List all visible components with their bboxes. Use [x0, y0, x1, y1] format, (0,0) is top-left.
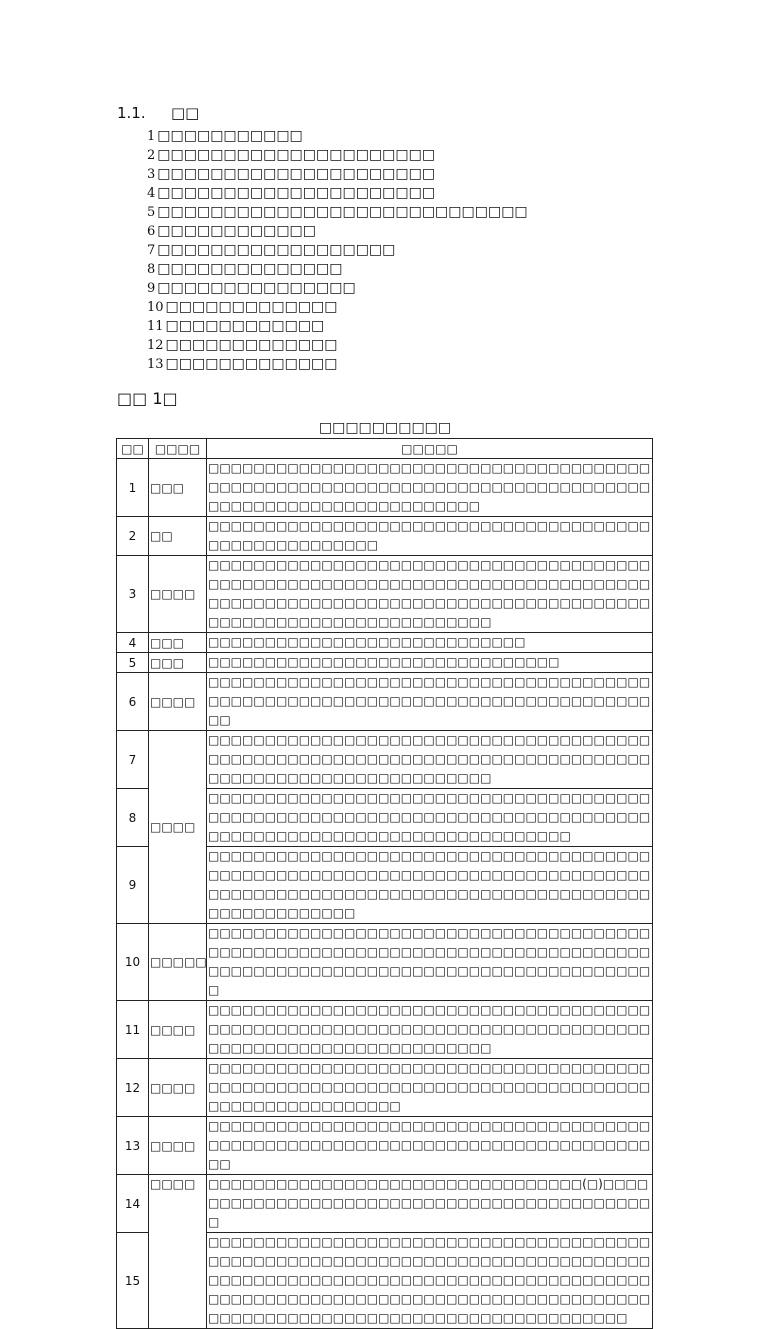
list-item-number: 6	[147, 224, 156, 239]
row-category: □□□	[149, 653, 207, 673]
row-content: □□□□□□□□□□□□□□□□□□□□□□□□□□□□□□□□□□□□□□□□□□□□□□□□□□□□□□□□□□□□□□□□□□□□□□□□□□□□□□□□□□□□□□□□□□□□□□□□□□□□□□□	[207, 1001, 653, 1059]
list-item-number: 1	[147, 129, 156, 144]
row-category: □□□□	[149, 1117, 207, 1175]
table-row	[117, 924, 653, 1001]
list-item-text: □□□□□□□□□□□□	[165, 318, 325, 334]
list-item	[147, 165, 528, 184]
table-row	[117, 517, 653, 556]
row-category: □□□	[149, 459, 207, 517]
table-row	[117, 673, 653, 731]
row-number: 3	[117, 556, 149, 633]
row-category: □□□□	[149, 731, 207, 924]
list-item-number: 3	[147, 167, 156, 182]
row-content: □□□□□□□□□□□□□□□□□□□□□□□□□□□□□□□□□□□□□□□□□□□□□□□□□□□□□□□□□□□□□□□□□□□□□□□□□□□□□□□□□□□□□□□□□□□□□□□□□□□□□□□□□□□□□□□□□□□□□□□□□□□□□□□□□□□□□□□□□□□□□□□□□□□□□□□□□□□□□□□□□□□□□□□□□□□□□□□□□□□□□□□□□□□□□□□□□	[207, 1233, 653, 1329]
row-number: 13	[117, 1117, 149, 1175]
section-heading	[117, 104, 199, 122]
row-number: 10	[117, 924, 149, 1001]
list-item	[147, 298, 528, 317]
row-number: 12	[117, 1059, 149, 1117]
list-item-number: 2	[147, 148, 156, 163]
row-number: 4	[117, 633, 149, 653]
table-header-row	[117, 439, 653, 459]
list-item-number: 8	[147, 262, 156, 277]
list-item-text: □□□□□□□□□□□□□□□	[157, 280, 356, 296]
list-item-number: 12	[147, 338, 164, 353]
list-item-text: □□□□□□□□□□□□	[157, 223, 317, 239]
row-number: 5	[117, 653, 149, 673]
column-header-number: □□	[117, 439, 149, 459]
row-number: 11	[117, 1001, 149, 1059]
row-content: □□□□□□□□□□□□□□□□□□□□□□□□□□□□□□□□□□□□□□□□□□□□□□□□□□□□□□□□□□□□□□□□□□□□□□□□□□□□□□□□□□□□□□□□□□□□□□□□□□□□□□□	[207, 731, 653, 789]
list-item	[147, 127, 528, 146]
list-item	[147, 222, 528, 241]
list-item-text: □□□□□□□□□□□□□□□□□□□□□	[157, 166, 436, 182]
list-item-number: 10	[147, 300, 164, 315]
row-content: □□□□□□□□□□□□□□□□□□□□□□□□□□□□□□□□□□□□□□□□□□□□□□□□□□□□□□□□□□□□□□□□□□□□□□□□□□□□□□□□□□□□□□□□□□□□□□□□□□□□□□	[207, 459, 653, 517]
row-content: □□□□□□□□□□□□□□□□□□□□□□□□□□□□□□□□□□□□□□□□□□□□□□□□□□□□□□□□□□□□□□□□□□□□□□□□□□□□□□□□□□□□□□□□□□□□□□□	[207, 1059, 653, 1117]
table-row	[117, 459, 653, 517]
data-table	[116, 438, 653, 1329]
row-number: 14	[117, 1175, 149, 1233]
table-row	[117, 1059, 653, 1117]
list-item-text: □□□□□□□□□□□□□□□□□□□□□	[157, 147, 436, 163]
row-content: □□□□□□□□□□□□□□□□□□□□□□□□□□□□	[207, 633, 653, 653]
row-number: 15	[117, 1233, 149, 1329]
list-item-text: □□□□□□□□□□□□□	[165, 337, 338, 353]
list-item	[147, 336, 528, 355]
row-category: □□□□	[149, 1175, 207, 1329]
list-item-number: 4	[147, 186, 156, 201]
list-item-text: □□□□□□□□□□□□□	[165, 356, 338, 372]
table-row	[117, 1175, 653, 1233]
row-category: □□□□	[149, 673, 207, 731]
row-number: 7	[117, 731, 149, 789]
list-item	[147, 355, 528, 374]
list-item	[147, 279, 528, 298]
table-row	[117, 731, 653, 789]
list-item	[147, 203, 528, 222]
list-item	[147, 317, 528, 336]
list-item-text: □□□□□□□□□□□□□□□□□□	[157, 242, 396, 258]
row-number: 6	[117, 673, 149, 731]
row-category: □□□	[149, 633, 207, 653]
table-title: □□□□□□□□□□	[318, 420, 452, 436]
row-number: 2	[117, 517, 149, 556]
row-category: □□□□	[149, 1001, 207, 1059]
table-row	[117, 1001, 653, 1059]
numbered-list	[147, 127, 528, 374]
list-item	[147, 241, 528, 260]
row-content: □□□□□□□□□□□□□□□□□□□□□□□□□□□□□□□□□□□□□□□□□□□□□□□□□□□□□□□□□□□□□□□□□□□□□□□□□□□□□□□□	[207, 673, 653, 731]
list-item	[147, 260, 528, 279]
list-item-number: 7	[147, 243, 156, 258]
row-category: □□□□	[149, 1059, 207, 1117]
row-category: □□□□	[149, 556, 207, 633]
row-content: □□□□□□□□□□□□□□□□□□□□□□□□□□□□□□□□□□□□□□□□□□□□□□□□□□□□□□□□□□□□□□□□□□□□□□□□□□□□□□□□	[207, 1117, 653, 1175]
list-item-number: 13	[147, 357, 164, 372]
row-content: □□□□□□□□□□□□□□□□□□□□□□□□□□□□□□□□□□□□□□□□□□□□□□□□□□□□□□□□□□□□□□□□□□□□□□□□□□□□□□□□□□□□□□□□□□□□□□□□□□□□□□□□□□□□□□□□□□□□□□□□□□□□□□□□□□	[207, 847, 653, 924]
list-item	[147, 146, 528, 165]
list-item-number: 5	[147, 205, 156, 220]
list-item-text: □□□□□□□□□□□□□□□□□□□□□	[157, 185, 436, 201]
row-content: □□□□□□□□□□□□□□□□□□□□□□□□□□□□□□□□□(□)□□□□□□□□□□□□□□□□□□□□□□□□□□□□□□□□□□□□□□□□□□□□	[207, 1175, 653, 1233]
row-content: □□□□□□□□□□□□□□□□□□□□□□□□□□□□□□□□□□□□□□□□□□□□□□□□□□□□□□□□□□□□□□□□□□□□□□□□□□□□□□□□□□□□□□□□□□□□□□□□□□□□□□□□□□□□□□□□□□□□□□□□□□□□□□□□□□□□□□□□□□□□□□	[207, 556, 653, 633]
row-content: □□□□□□□□□□□□□□□□□□□□□□□□□□□□□□□□□□□□□□□□□□□□□□□□□□□□□□□□□□□□□□□□□□□□□□□□□□□□□□□□□□□□□□□□□□□□□□□□□□□□□□□□□□□□□□□□□□□□□□	[207, 924, 653, 1001]
list-item-number: 11	[147, 319, 164, 334]
list-item-text: □□□□□□□□□□□□□□□□□□□□□□□□□□□□	[157, 204, 528, 220]
table-row	[117, 633, 653, 653]
list-item-number: 9	[147, 281, 156, 296]
table-row	[117, 653, 653, 673]
row-content: □□□□□□□□□□□□□□□□□□□□□□□□□□□□□□□□□□□□□□□□□□□□□□□□□□□□□□	[207, 517, 653, 556]
column-header-content: □□□□□	[207, 439, 653, 459]
list-item-text: □□□□□□□□□□□	[157, 128, 303, 144]
row-content: □□□□□□□□□□□□□□□□□□□□□□□□□□□□□□□	[207, 653, 653, 673]
table-label: □□ 1□	[117, 389, 178, 408]
row-content: □□□□□□□□□□□□□□□□□□□□□□□□□□□□□□□□□□□□□□□□□□□□□□□□□□□□□□□□□□□□□□□□□□□□□□□□□□□□□□□□□□□□□□□□□□□□□□□□□□□□□□□□□□□□□□	[207, 789, 653, 847]
row-number: 9	[117, 847, 149, 924]
row-number: 8	[117, 789, 149, 847]
table-row	[117, 556, 653, 633]
list-item-text: □□□□□□□□□□□□□□	[157, 261, 343, 277]
column-header-category: □□□□	[149, 439, 207, 459]
row-category: □□	[149, 517, 207, 556]
section-number: 1.1.	[117, 104, 146, 122]
table-row	[117, 1117, 653, 1175]
list-item-text: □□□□□□□□□□□□□	[165, 299, 338, 315]
list-item	[147, 184, 528, 203]
row-number: 1	[117, 459, 149, 517]
row-category: □□□□□	[149, 924, 207, 1001]
section-title: □□	[171, 104, 200, 122]
